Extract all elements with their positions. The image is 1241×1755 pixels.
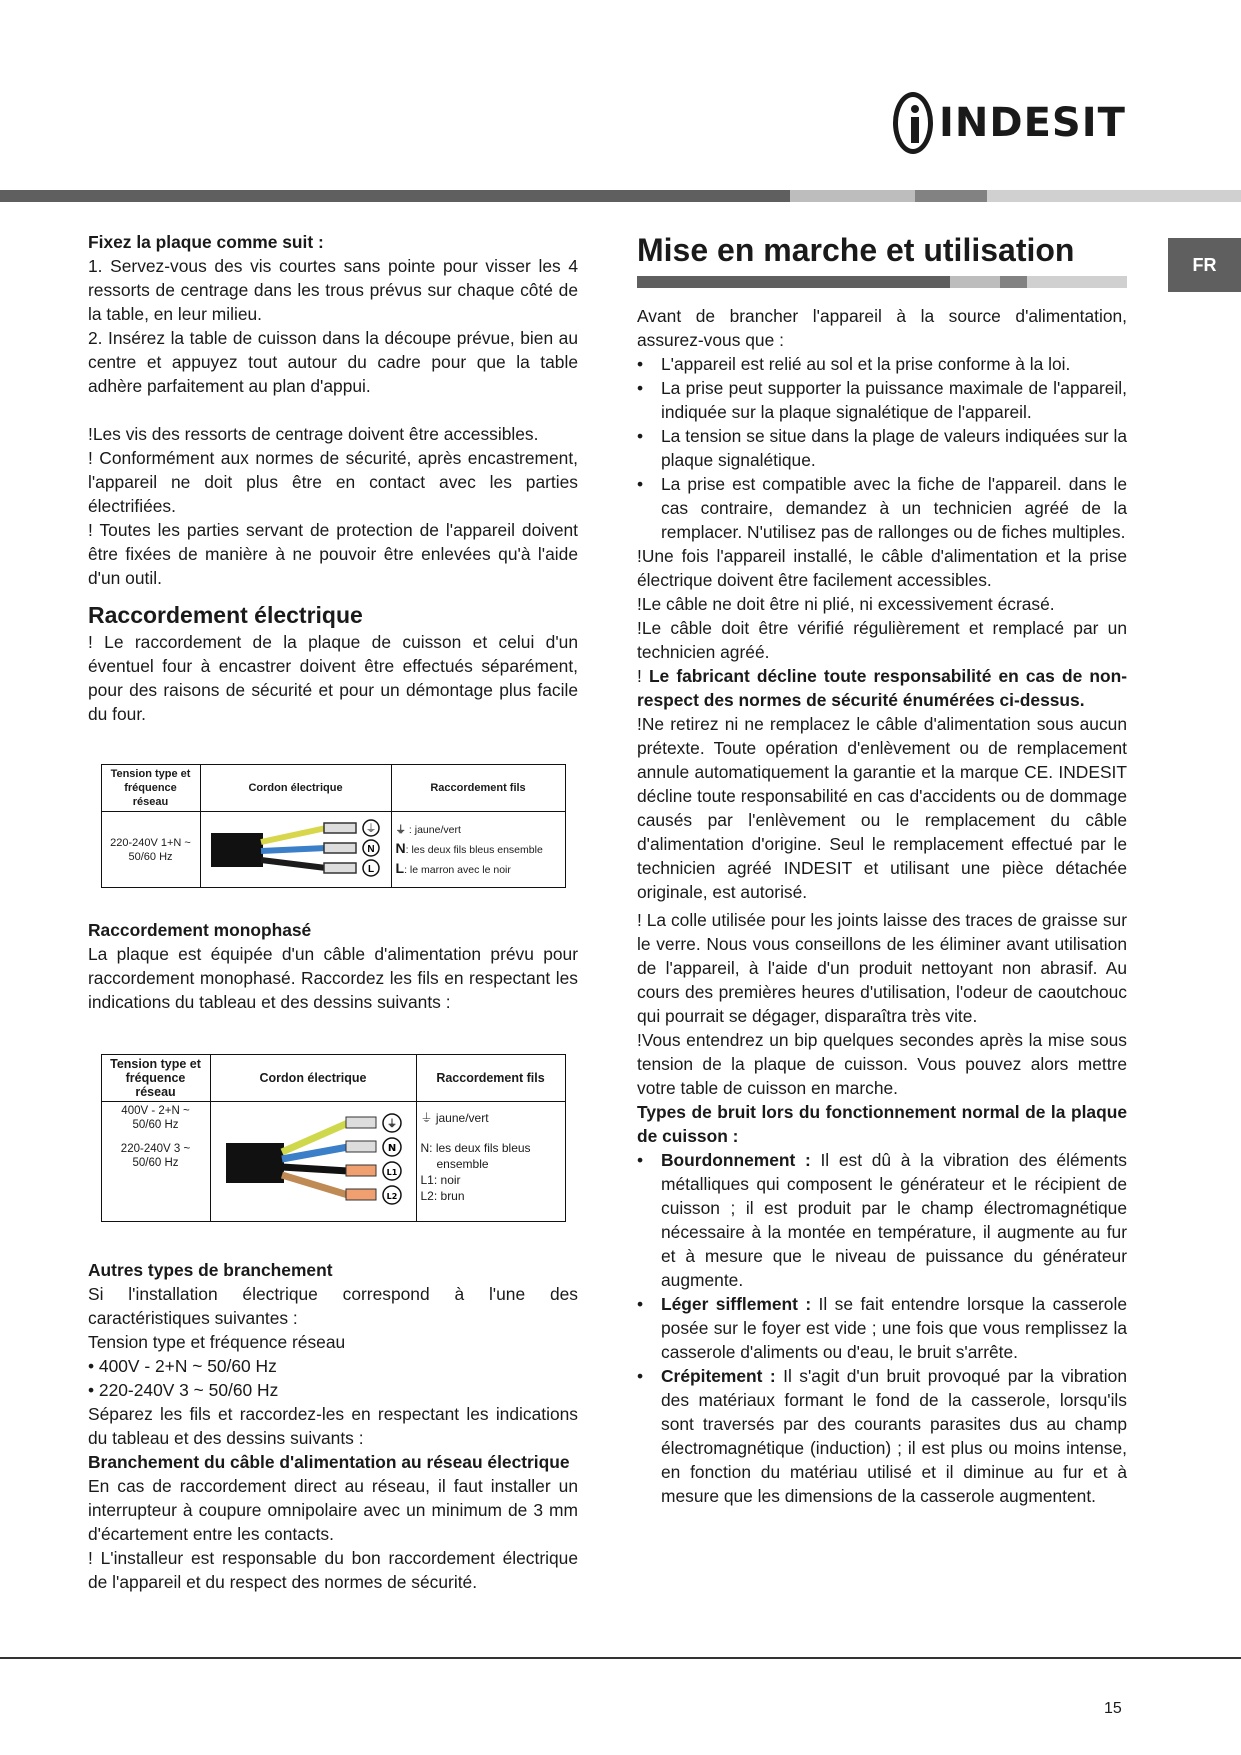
left-column: [88, 230, 578, 1594]
wire-l2: L2: brun: [420, 1189, 465, 1203]
warning: !Les vis des ressorts de centrage doivent être accessibles.: [88, 424, 539, 444]
list-item: • La prise peut supporter la puissance maximale de l'appareil, indiquée sur la plaque signalétique de l'appareil.: [637, 378, 1127, 422]
header-bar: [0, 190, 1241, 202]
terminal-label: ⏚: [387, 1119, 397, 1130]
section-heading: Autres types de branchement: [88, 1260, 333, 1280]
warning: !Le câble ne doit être ni plié, ni excessivement écrasé.: [637, 594, 1055, 614]
warning: !Vous entendrez un bip quelques secondes après la mise sous tension de la plaque de cuisson. Vous pouvez alors mettre votre table de cuisson en marche.: [637, 1030, 1127, 1098]
table-header: Raccordement fils: [391, 765, 565, 812]
terminal-label: ⏚: [365, 821, 376, 835]
paragraph: ! L'installeur est responsable du bon raccordement électrique de l'appareil et du respect des normes de sécurité.: [88, 1548, 578, 1592]
title-underline-bar: [637, 276, 1127, 288]
wire-neutral-cont: ensemble: [436, 1157, 489, 1171]
table-header: Cordon électrique: [200, 765, 391, 812]
list-item: • L'appareil est relié au sol et la prise conforme à la loi.: [637, 354, 1071, 374]
warning: !Ne retirez ni ne remplacez le câble d'alimentation sous aucun prétexte. Toute opération d'enlèvement ou de remplacement annule automatiquement la garantie et la marque CE. INDESIT décline toute responsabilité en cas d'accidents ou de dommage causés par l'enlèvement ou le remplacement du câble d'alimentation d'origine. Seul le remplacement effectué par le technicien agréé INDESIT et utilisant une pièce détachée originale, est autorisé.: [637, 714, 1127, 902]
section-heading: Raccordement monophasé: [88, 920, 312, 940]
paragraph: Si l'installation électrique correspond à l'une des caractéristiques suivantes :: [88, 1284, 578, 1328]
warning: ! Toutes les parties servant de protection de l'appareil doivent être fixées de manière à ne pouvoir être enlevées qu'à l'aide d'un outil.: [88, 520, 578, 588]
paragraph: En cas de raccordement direct au réseau, il faut installer un interrupteur à coupure omnipolaire avec un minimum de 3 mm d'écartement entre les contacts.: [88, 1476, 578, 1544]
voltage: 220-240V 3 ~: [120, 1143, 191, 1155]
table-header: Tension type et fréquence réseau: [101, 765, 200, 812]
wire-earth: ⏚ jaune/vert: [420, 1111, 489, 1125]
wire-neutral: N: les deux fils bleus: [420, 1141, 531, 1155]
cable-drawing: [210, 1102, 416, 1222]
terminal-label: L: [367, 863, 374, 875]
list-item: • Crépitement : Il s'agit d'un bruit provoqué par la vibration des matériaux formant le fond de la casserole, lorsqu'ils sont traversés par des courants parasites dus au champ électromagnétique (induction) ; il est plus ou moins intense, en fonction du matériau utilisé et il diminue au fur et à mesure que les dimensions de la casserole augmentent.: [637, 1366, 1127, 1506]
cable-drawing: [200, 812, 391, 888]
wire-neutral: N: les deux fils bleus ensemble: [395, 839, 543, 856]
wiring-table-1: [101, 764, 566, 888]
warning: ! La colle utilisée pour les joints laisse des traces de graisse sur le verre. Nous vous conseillons de les éliminer avant utilisation de l'appareil, à l'aide d'un produit nettoyant non abrasif. Au cours des premières heures d'utilisation, l'odeur de caoutchouc qui pourrait se dégager, disparaîtra très vite.: [637, 910, 1127, 1026]
cable-icon: [206, 815, 386, 881]
right-column: [637, 230, 1127, 1508]
paragraph: • 400V - 2+N ~ 50/60 Hz: [88, 1356, 277, 1376]
voltage: 400V - 2+N ~: [121, 1105, 190, 1117]
frequency: 50/60 Hz: [132, 1157, 179, 1169]
table-header: Cordon électrique: [210, 1055, 416, 1102]
language-tab: FR: [1168, 238, 1241, 292]
fixing-step: 1. Servez-vous des vis courtes sans pointe pour visser les 4 ressorts de centrage dans les trous prévus sur chaque côté de la table, en leur milieu.: [88, 256, 578, 324]
list-item: • Bourdonnement : Il est dû à la vibration des éléments métalliques qui composent le générateur et le récipient de cuisson ; il est produit par le champ électromagnétique nécessaire à la montée en température, il augmente au fur et à mesure que le niveau de puissance du générateur augmente.: [637, 1150, 1127, 1290]
wire-earth: ⏚ : jaune/vert: [395, 823, 461, 836]
voltage: 220-240V 1+N ~: [110, 836, 191, 849]
frequency: 50/60 Hz: [132, 1119, 179, 1131]
fixing-heading: Fixez la plaque comme suit :: [88, 232, 324, 252]
frequency: 50/60 Hz: [128, 850, 173, 863]
list-item: • La tension se situe dans la plage de valeurs indiquées sur la plaque signalétique.: [637, 426, 1127, 470]
warning-bold: ! Le fabricant décline toute responsabilité en cas de non-respect des normes de sécurité énumérées ci-dessus.: [637, 666, 1127, 710]
wiring-table-2: [101, 1054, 566, 1222]
paragraph: • 220-240V 3 ~ 50/60 Hz: [88, 1380, 279, 1400]
page-title: Mise en marche et utilisation: [637, 232, 1075, 268]
page-number: 15: [1104, 1700, 1122, 1717]
warning: !Une fois l'appareil installé, le câble d'alimentation et la prise électrique doivent être facilement accessibles.: [637, 546, 1127, 590]
paragraph: La plaque est équipée d'un câble d'alimentation prévu pour raccordement monophasé. Raccordez les fils en respectant les indications du tableau et des dessins suivants :: [88, 944, 578, 1012]
paragraph: Avant de brancher l'appareil à la source d'alimentation, assurez-vous que :: [637, 306, 1127, 350]
wire-live: L: le marron avec le noir: [395, 859, 511, 876]
paragraph: Tension type et fréquence réseau: [88, 1332, 346, 1352]
section-heading: Types de bruit lors du fonctionnement normal de la plaque de cuisson :: [637, 1102, 1127, 1146]
list-item: • La prise est compatible avec la fiche de l'appareil. dans le cas contraire, demandez à un technicien agréé de la remplacer. N'utilisez pas de rallonges ou de fiches multiples.: [637, 474, 1127, 542]
warning: !Le câble doit être vérifié régulièrement et remplacé par un technicien agréé.: [637, 618, 1127, 662]
terminal-label: N: [366, 843, 375, 855]
terminal-label: L1: [386, 1168, 398, 1177]
section-heading: Branchement du câble d'alimentation au réseau électrique: [88, 1452, 570, 1472]
section-heading: Raccordement électrique: [88, 602, 363, 628]
terminal-label: L2: [386, 1192, 398, 1201]
terminal-label: N: [387, 1143, 397, 1154]
warning: ! Conformément aux normes de sécurité, après encastrement, l'appareil ne doit plus être en contact avec les parties électrifiées.: [88, 448, 578, 516]
indesit-logo: [893, 92, 1126, 154]
list-item: • Léger sifflement : Il se fait entendre lorsque la casserole posée sur le foyer est vide ; une fois que vous remplissez la casserole d'aliments ou d'eau, le bruit s'arrête.: [637, 1294, 1127, 1362]
fixing-step: 2. Insérez la table de cuisson dans la découpe prévue, bien au centre et appuyez tout autour du cadre pour que la table adhère parfaitement au plan d'appui.: [88, 328, 578, 396]
indesit-logo-icon: [893, 92, 933, 154]
table-header: Tension type et fréquence réseau: [101, 1055, 210, 1102]
footer-rule: [0, 1657, 1241, 1659]
wire-l1: L1: noir: [420, 1173, 461, 1187]
brand-name: INDESIT: [939, 100, 1126, 146]
paragraph: Séparez les fils et raccordez-les en respectant les indications du tableau et des dessins suivants :: [88, 1404, 578, 1448]
table-header: Raccordement fils: [416, 1055, 565, 1102]
paragraph: ! Le raccordement de la plaque de cuisson et celui d'un éventuel four à encastrer doivent être effectués séparément, pour des raisons de sécurité et pour un démontage plus facile du four.: [88, 632, 578, 724]
cable-icon: [218, 1105, 408, 1215]
